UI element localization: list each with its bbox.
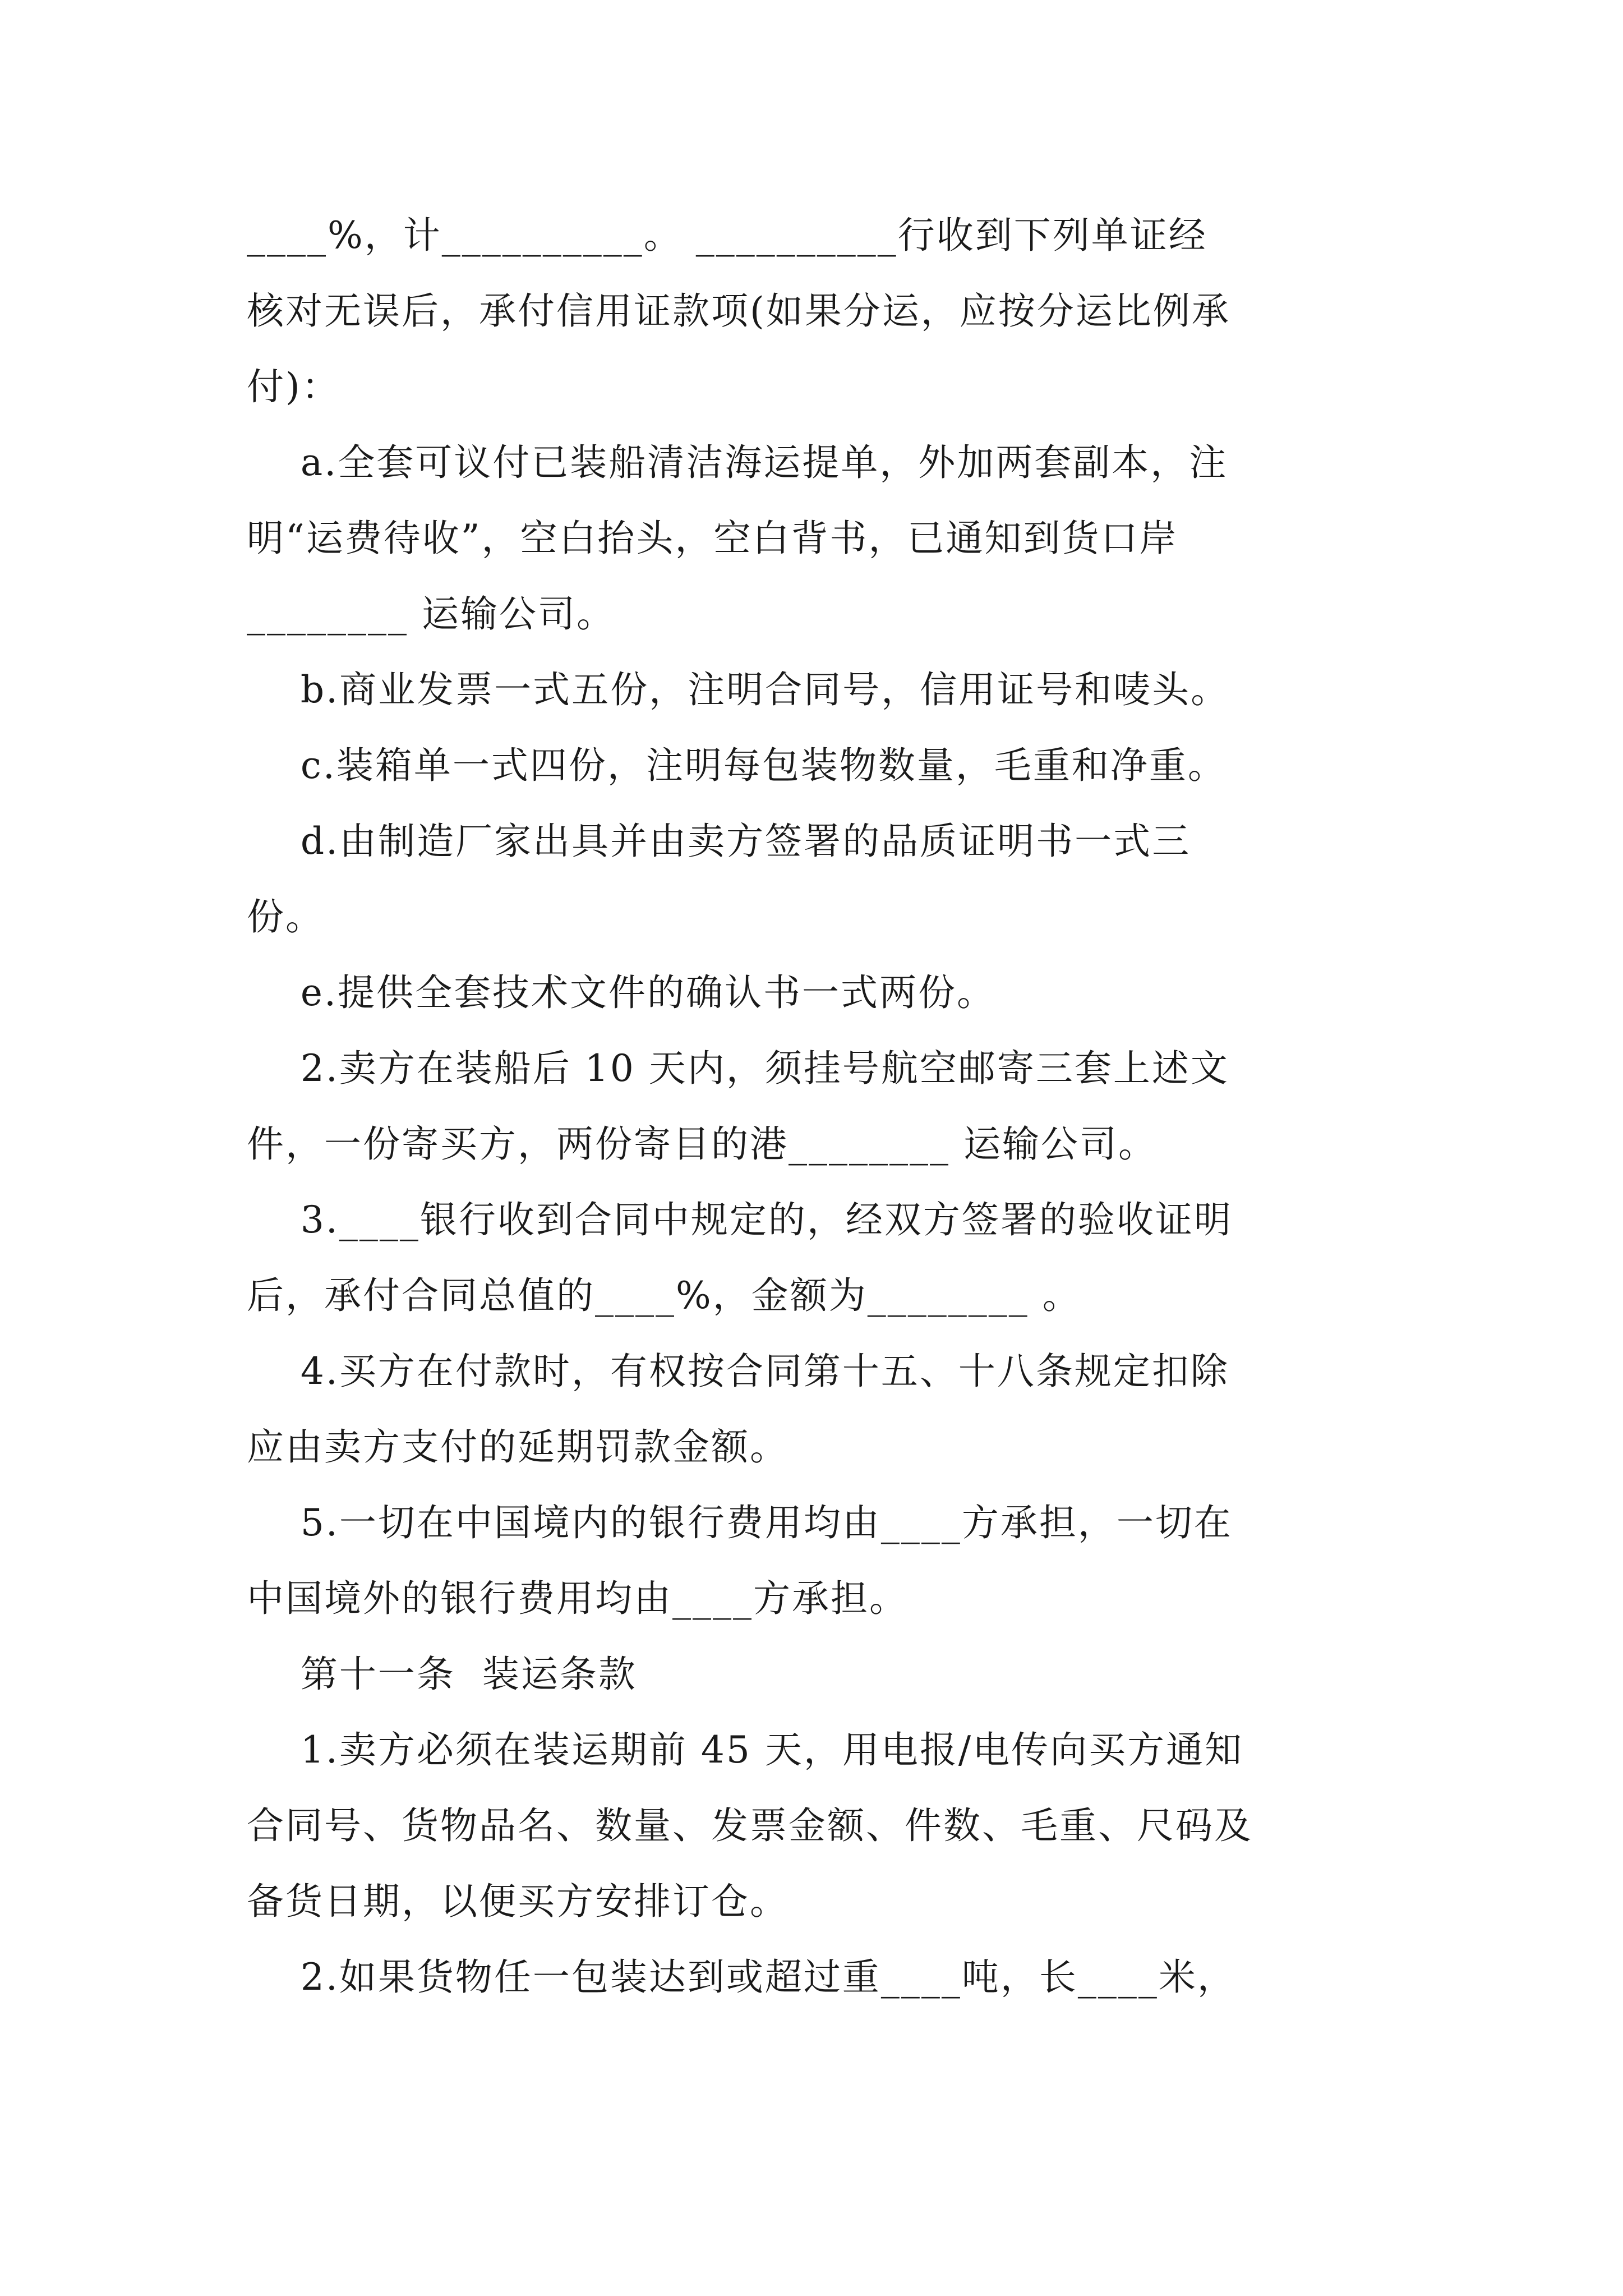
text-line: 核对无误后，承付信用证款项(如果分运，应按分运比例承 <box>247 289 1230 333</box>
text-line: e.提供全套技术文件的确认书一式两份。 <box>247 971 995 1014</box>
text-line: a.全套可议付已装船清洁海运提单，外加两套副本，注 <box>247 441 1228 484</box>
text-line: 后，承付合同总值的____%，金额为________ 。 <box>247 1274 1081 1317</box>
text-line: 1.卖方必须在装运期前 45 天，用电报/电传向买方通知 <box>247 1728 1244 1772</box>
text-line: ____%，计__________。 __________行收到下列单证经 <box>247 214 1207 257</box>
text-line: 3.____银行收到合同中规定的，经双方签署的验收证明 <box>247 1198 1233 1241</box>
text-line: 备货日期，以便买方安排订仓。 <box>247 1880 789 1923</box>
text-line: 2.卖方在装船后 10 天内，须挂号航空邮寄三套上述文 <box>247 1047 1229 1090</box>
text-line: b.商业发票一式五份，注明合同号，信用证号和唛头。 <box>247 668 1230 711</box>
text-line: 份。 <box>247 895 324 938</box>
text-line: 件，一份寄买方，两份寄目的港________ 运输公司。 <box>247 1122 1157 1166</box>
text-line: 2.如果货物任一包装达到或超过重____吨，长____米， <box>247 1955 1236 1999</box>
text-line: ________ 运输公司。 <box>247 592 615 636</box>
text-line: 4.买方在付款时，有权按合同第十五、十八条规定扣除 <box>247 1350 1229 1393</box>
text-line: 5.一切在中国境内的银行费用均由____方承担，一切在 <box>247 1501 1233 1544</box>
text-line: c.装箱单一式四份，注明每包装物数量，毛重和净重。 <box>247 744 1227 787</box>
text-line: 中国境外的银行费用均由____方承担。 <box>247 1577 908 1620</box>
text-line: d.由制造厂家出具并由卖方签署的品质证明书一式三 <box>247 820 1191 863</box>
text-line: 应由卖方支付的延期罚款金额。 <box>247 1425 789 1469</box>
text-line: 合同号、货物品名、数量、发票金额、件数、毛重、尺码及 <box>247 1804 1253 1847</box>
text-line: 付)： <box>247 365 340 408</box>
section-heading: 第十一条 装运条款 <box>247 1653 637 1696</box>
text-line: 明“运费待收”，空白抬头，空白背书，已通知到货口岸 <box>247 517 1178 560</box>
